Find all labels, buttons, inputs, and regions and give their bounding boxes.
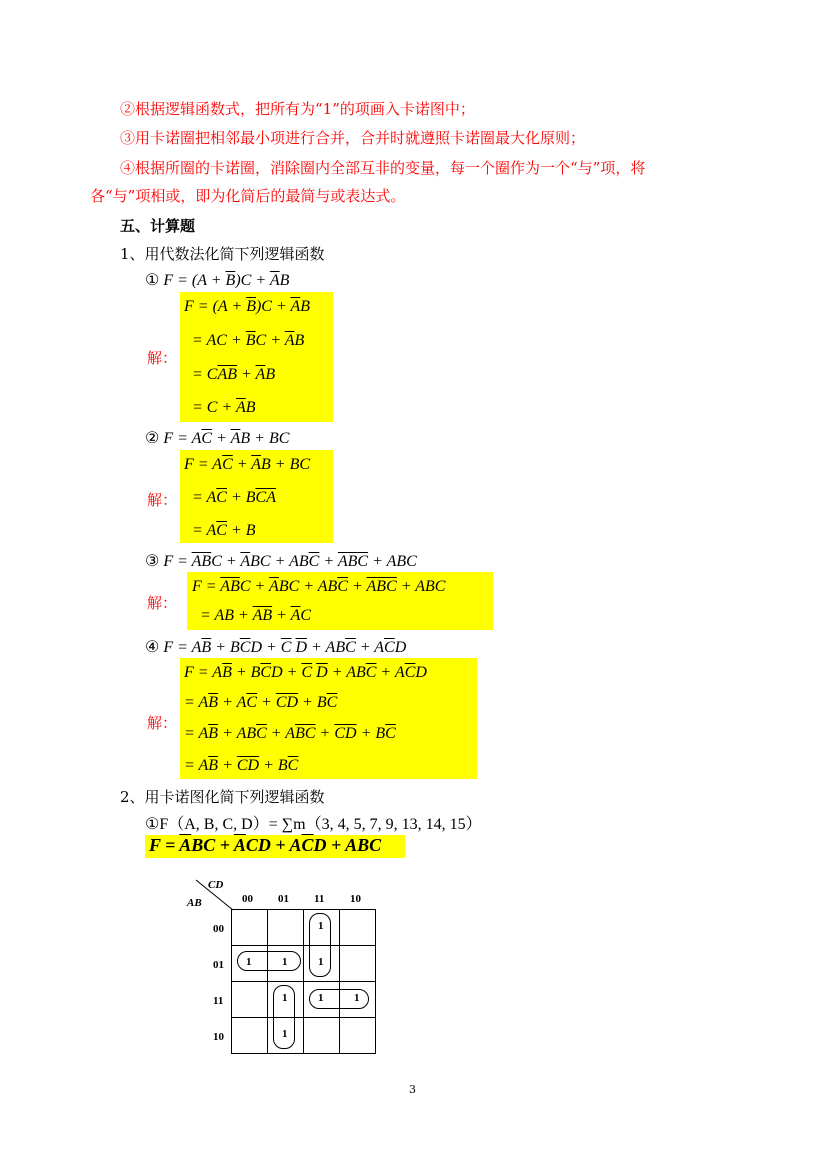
kmap-row-label: 10: [213, 1031, 224, 1043]
kmap-one: 1: [246, 956, 252, 968]
q1-p3-solve-label: 解：: [147, 594, 178, 612]
kmap-cell: [339, 1017, 376, 1054]
q1-p4-line1: $F = A\overline{B} + B\overline{C}D + \overline{C}$ $\overline{D} + AB\overline{C} + A\overline{C}D$: [184, 664, 427, 681]
kmap-one: 1: [354, 992, 360, 1004]
kmap-cell: [231, 1017, 268, 1054]
kmap-cell: [339, 909, 376, 946]
kmap-loop-horizontal-01: [237, 951, 301, 971]
step-3: ③用卡诺圈把相邻最小项进行合并，合并时就遵照卡诺圈最大化原则；: [120, 129, 586, 147]
kmap-one: 1: [282, 992, 288, 1004]
q1-p4-line3: = $A\overline{B} + AB\overline{C} + A\overline{B}\overline{C} + \overline{C}\overline{D} + B\overline{C}$: [184, 725, 396, 742]
kmap-loop-horizontal-11: [309, 989, 369, 1009]
step-2: ②根据逻辑函数式，把所有为“1”的项画入卡诺图中；: [120, 100, 475, 118]
section-title: 五、计算题: [120, 217, 196, 235]
q2-p1-statement: ①F（A, B, C, D）= ∑m（3, 4, 5, 7, 9, 13, 14, 15）: [145, 816, 482, 833]
q1-p3-line2: = AB + $\overline{A}\overline{B} + \overline{A}C$: [192, 607, 312, 624]
q2-answer: $F = \overline{A}BC + \overline{A}CD + A\overline{C}D$ + ABC: [149, 835, 382, 855]
kmap-col-label: 01: [278, 893, 289, 905]
kmap-cd-label: CD: [208, 879, 224, 891]
q1-title: 1、用代数法化简下列逻辑函数: [120, 245, 325, 263]
q1-p3-statement: ③ $F = \overline{A}\overline{B}C + \overline{A}BC + AB\overline{C} + \overline{A}\overline{B}\overline{C}$ + ABC: [145, 553, 417, 570]
q1-p1-line2: = AC + $\overline{B}C + \overline{A}B$: [184, 332, 305, 349]
step-4-line1: ④根据所圈的卡诺圈，消除圈内全部互非的变量，每一个圈作为一个“与”项，将: [120, 159, 646, 177]
q1-p3-line1: $F = \overline{A}\overline{B}C + \overline{A}BC + AB\overline{C} + \overline{A}\overline{B}\overline{C}$ + ABC: [192, 578, 446, 595]
kmap-col-label: 11: [314, 893, 325, 905]
q1-p1-line4: = $C + \overline{A}B$: [184, 399, 256, 416]
q1-p4-solve-label: 解：: [147, 714, 178, 732]
q1-p4-line4: = $A\overline{B} + \overline{C}\overline{D} + B\overline{C}$: [184, 757, 299, 774]
kmap-cell: [339, 945, 376, 982]
kmap-row-label: 11: [213, 995, 224, 1007]
q1-p2-line2: = $A\overline{C}$ + BCA: [184, 489, 276, 506]
kmap-cell: [231, 981, 268, 1018]
kmap-ab-label: AB: [187, 897, 202, 909]
kmap-col-label: 00: [242, 893, 253, 905]
q1-p2-solve-label: 解：: [147, 491, 178, 509]
kmap-one: 1: [318, 956, 324, 968]
kmap-row-label: 00: [213, 923, 224, 935]
kmap-one: 1: [282, 1028, 288, 1040]
kmap-one: 1: [282, 956, 288, 968]
q1-p2-line1: $F = A\overline{C} + \overline{A}B$ + BC: [184, 456, 311, 473]
q1-p1-solve-label: 解：: [147, 349, 178, 367]
q1-p1-statement: ① $F = (A + \overline{B})C + \overline{A}B$: [145, 272, 290, 289]
q1-p4-line2: = $A\overline{B} + A\overline{C} + \overline{C}\overline{D} + B\overline{C}$: [184, 694, 338, 711]
kmap-cell: [231, 909, 268, 946]
kmap-cell: [303, 1017, 340, 1054]
kmap-cell: [267, 909, 304, 946]
step-4-line2: 各“与”项相或，即为化简后的最简与或表达式。: [90, 187, 406, 205]
kmap-row-label: 01: [213, 959, 224, 971]
kmap-loop-vertical-top: [309, 913, 331, 977]
q2-title: 2、用卡诺图化简下列逻辑函数: [120, 788, 325, 806]
q1-p4-statement: ④ $F = A\overline{B} + B\overline{C}D + \overline{C}$ $\overline{D} + AB\overline{C} + A\overline{C}D$: [145, 639, 407, 656]
q1-p2-statement: ② $F = A\overline{C} + \overline{A}B$ + BC: [145, 430, 290, 447]
kmap-col-label: 10: [350, 893, 361, 905]
kmap-one: 1: [318, 992, 324, 1004]
q1-p2-line3: = $A\overline{C} + B$: [184, 522, 256, 539]
q1-p1-line1: $F = (A + \overline{B})C + \overline{A}B$: [184, 298, 311, 315]
kmap-loop-vertical-bottom: [273, 985, 295, 1049]
page-number: 3: [409, 1083, 416, 1096]
kmap-one: 1: [318, 920, 324, 932]
q1-p1-line3: = CAB + $\overline{A}B$: [184, 366, 276, 383]
